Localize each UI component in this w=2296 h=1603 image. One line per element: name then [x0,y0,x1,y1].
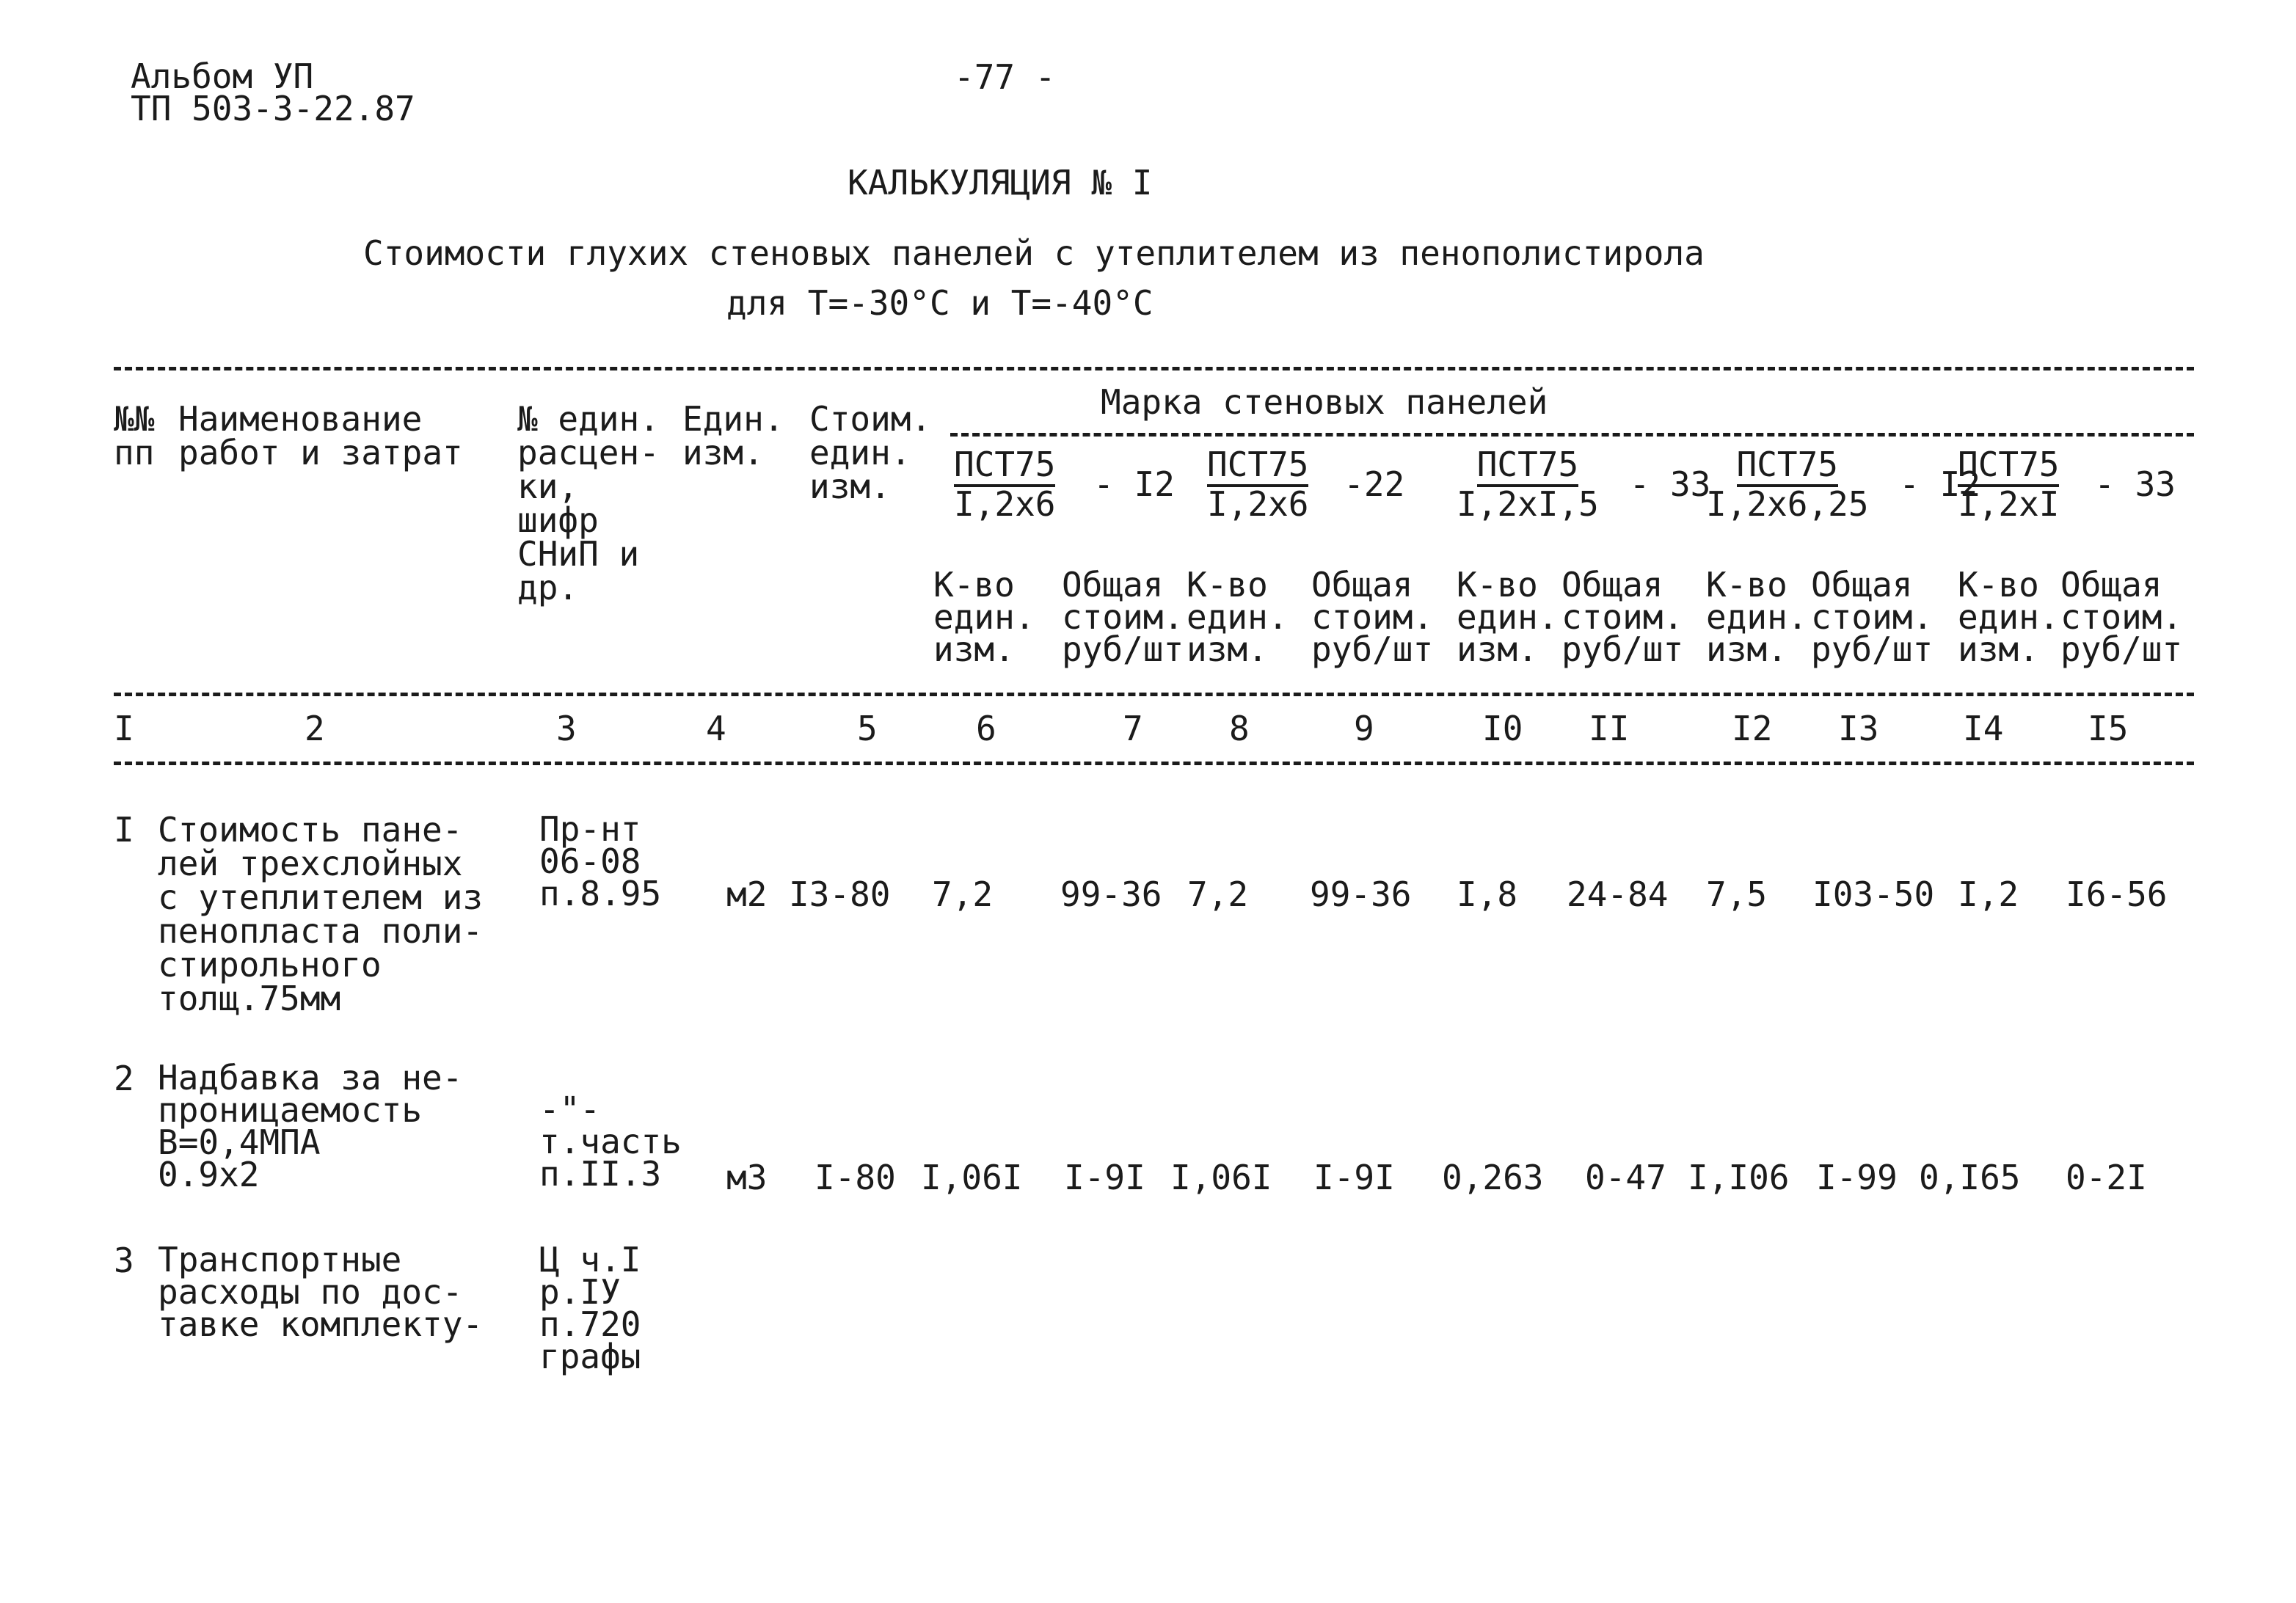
subheader-qty-2: К-во един. изм. [1187,565,1289,669]
title-line-2: для Т=-30°С и Т=-40°С [726,283,1154,323]
brand-4-numerator: ПСТ75 [1737,448,1838,487]
brand-4 [1706,445,1981,524]
row-2-value-12: I,I06 [1688,1158,1790,1197]
row-2-value-15: 0-2I [2066,1158,2147,1197]
row-1-value-6: 7,2 [932,874,994,914]
brand-3-denominator: I,2хI,5 [1457,484,1599,524]
row-1-price: I3-80 [789,874,891,914]
row-1-value-8: 7,2 [1187,874,1249,914]
brand-4-suffix: - I2 [1899,464,1981,504]
subheader-cost-1: Общая стоим. руб/шт [1062,565,1184,669]
project-code: ТП 503-3-22.87 [131,89,415,128]
row-2-value-6: I,06I [921,1158,1023,1197]
colnum-7: 7 [1123,709,1143,748]
brand-2-denominator: I,2х6 [1207,484,1309,524]
row-1-value-12: 7,5 [1706,874,1768,914]
row-2-value-13: I-99 [1816,1158,1898,1197]
colnum-4: 4 [706,709,726,748]
colnum-1: I [114,709,134,748]
row-3-name: Транспортные расходы по дос- тавке комплекту- [158,1240,484,1344]
row-1-unit: м2 [726,874,768,914]
brand-1-numerator: ПСТ75 [954,448,1055,487]
subheader-qty-1: К-во един. изм. [933,565,1035,669]
row-1-value-9: 99-36 [1310,874,1412,914]
brand-5 [1958,445,2176,524]
brand-2 [1207,445,1405,524]
row-2-value-14: 0,I65 [1919,1158,2021,1197]
colnum-12: I2 [1732,709,1773,748]
row-2-value-8: I,06I [1170,1158,1272,1197]
brand-3 [1457,445,1711,524]
calculation-heading: КАЛЬКУЛЯЦИЯ № I [848,163,1153,202]
brand-1-suffix: - I2 [1093,464,1175,504]
subheader-qty-4: К-во един. изм. [1706,565,1808,669]
colnum-14: I4 [1963,709,2004,748]
brand-4-denominator: I,2х6,25 [1706,484,1869,524]
row-1-value-11: 24-84 [1567,874,1669,914]
row-2-unit: м3 [726,1158,768,1197]
colnum-6: 6 [976,709,996,748]
header-col-unit: Един. изм. [682,399,784,472]
row-2-number: 2 [114,1059,134,1098]
row-1-value-10: I,8 [1457,874,1518,914]
header-col-number: №№ пп [114,399,155,472]
column-numbers-rule [114,762,2194,765]
table-top-rule [114,367,2194,370]
brand-2-numerator: ПСТ75 [1207,448,1308,487]
brand-1 [954,445,1175,524]
album-label: Альбом УП [131,56,314,96]
subheader-qty-5: К-во един. изм. [1958,565,2060,669]
header-col-code: № един. расцен- ки, шифр СНиП и др. [517,399,660,607]
row-1-value-13: I03-50 [1812,874,1935,914]
colnum-5: 5 [857,709,878,748]
subheader-qty-3: К-во един. изм. [1457,565,1559,669]
header-bottom-rule [114,693,2194,696]
brand-3-numerator: ПСТ75 [1477,448,1578,487]
header-col-name: Наименование работ и затрат [178,399,463,472]
brand-3-suffix: - 33 [1629,464,1711,504]
brand-1-denominator: I,2х6 [954,484,1056,524]
row-2-value-10: 0,263 [1442,1158,1544,1197]
subheader-cost-4: Общая стоим. руб/шт [1811,565,1934,669]
row-1-name: Стоимость пане- лей трехслойных с утеплителем из пенопласта поли- стирольного толщ.75мм [158,810,484,1018]
page-number: -77 - [954,57,1056,97]
brand-5-suffix: - 33 [2094,464,2176,504]
row-2-value-7: I-9I [1064,1158,1145,1197]
document-header [131,56,415,128]
colnum-13: I3 [1838,709,1879,748]
row-2-price: I-80 [814,1158,896,1197]
row-1-value-14: I,2 [1958,874,2019,914]
row-3-number: 3 [114,1241,134,1280]
brand-group-label: Марка стеновых панелей [1101,382,1548,422]
row-2-value-9: I-9I [1313,1158,1395,1197]
row-1-value-7: 99-36 [1060,874,1162,914]
subheader-cost-2: Общая стоим. руб/шт [1311,565,1434,669]
colnum-10: I0 [1482,709,1523,748]
subheader-cost-3: Общая стоим. руб/шт [1561,565,1684,669]
header-col-price: Стоим. един. изм. [809,399,932,506]
row-2-code: -"- т.часть п.II.3 [539,1089,682,1194]
brand-5-numerator: ПСТ75 [1958,448,2059,487]
row-1-code: Пр-нт 06-08 п.8.95 [539,809,662,913]
colnum-2: 2 [305,709,325,748]
subheader-cost-5: Общая стоим. руб/шт [2060,565,2183,669]
brand-2-suffix: -22 [1344,464,1405,504]
row-1-number: I [114,810,134,850]
row-1-value-15: I6-56 [2066,874,2168,914]
colnum-3: 3 [556,709,577,748]
colnum-8: 8 [1229,709,1250,748]
brand-5-denominator: I,2хI [1958,484,2060,524]
row-3-code: Ц ч.I р.IУ п.720 графы [539,1240,641,1376]
colnum-15: I5 [2088,709,2129,748]
title-line-1: Стоимости глухих стеновых панелей с утеплителем из пенополистирола [363,233,1705,273]
row-2-value-11: 0-47 [1585,1158,1666,1197]
row-2-name: Надбавка за не- проницаемость В=0,4МПА 0.9х2 [158,1058,463,1194]
colnum-11: II [1589,709,1630,748]
brand-group-rule [950,433,2194,437]
colnum-9: 9 [1354,709,1374,748]
